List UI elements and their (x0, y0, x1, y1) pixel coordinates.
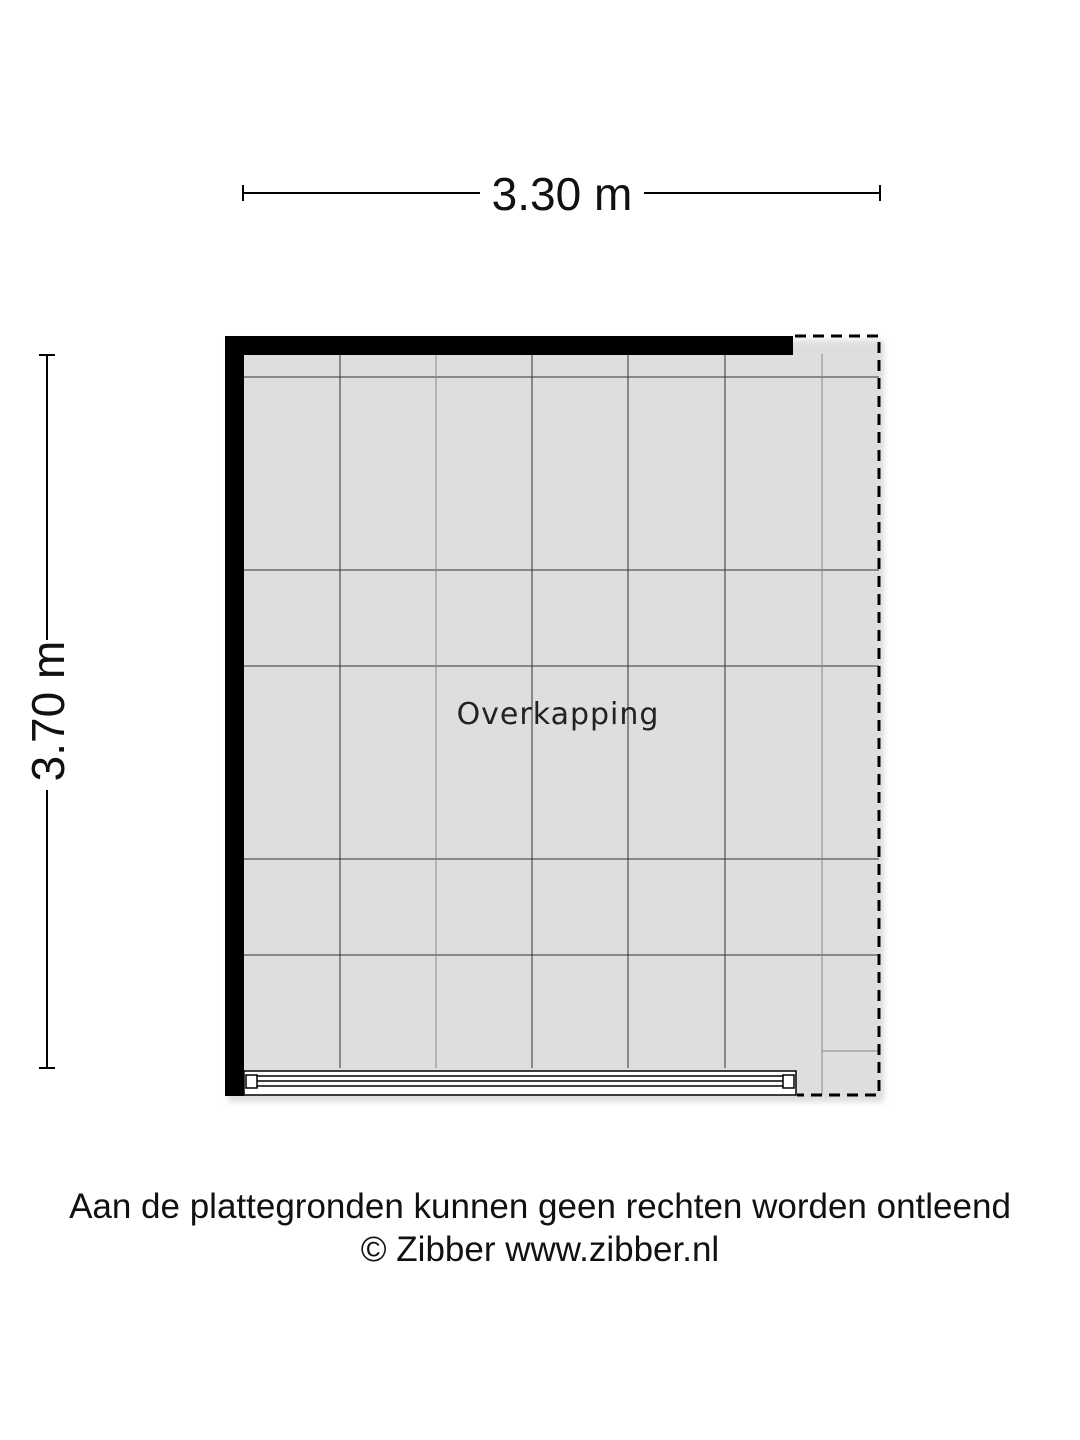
copyright-text: © Zibber www.zibber.nl (360, 1230, 720, 1269)
room-label: Overkapping (456, 697, 660, 732)
wall-top (225, 336, 793, 355)
height-label: 3.70 m (22, 640, 74, 782)
disclaimer-text: Aan de plattegronden kunnen geen rechten worden ontleend (69, 1187, 1011, 1226)
height-dimension (22, 355, 74, 1068)
sliding-door (244, 1071, 796, 1095)
wall-left (225, 336, 244, 1096)
room-overkapping (225, 336, 884, 1102)
width-dimension (243, 168, 880, 220)
width-label: 3.30 m (491, 168, 633, 220)
